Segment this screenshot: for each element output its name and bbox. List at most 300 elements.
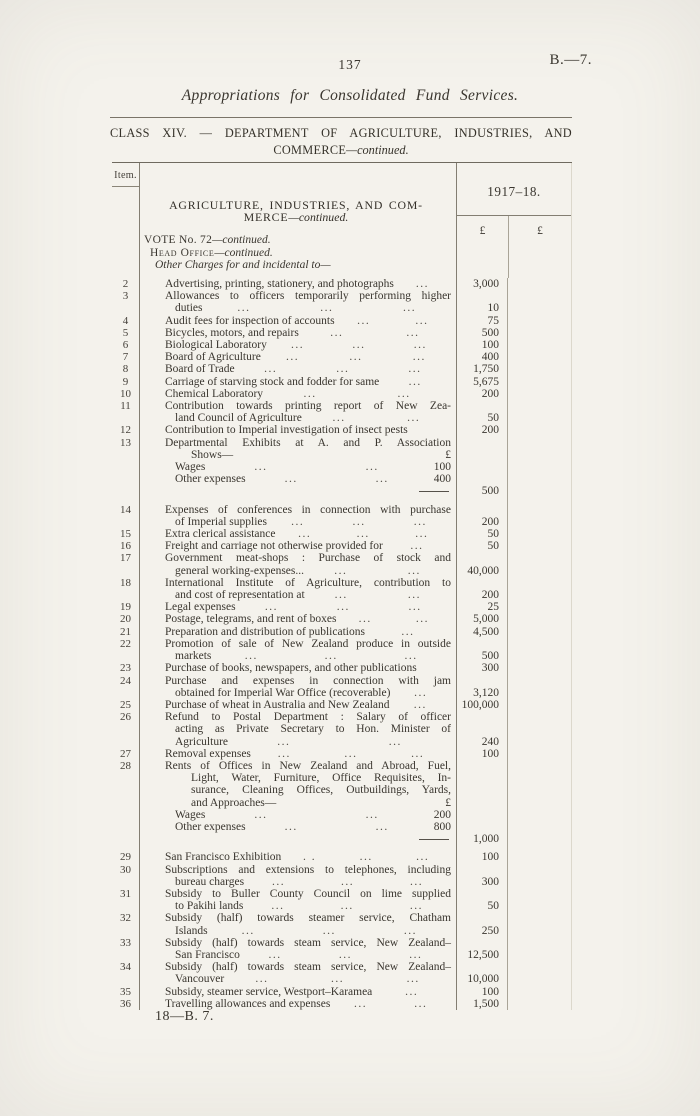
amount-cell: 200 — [457, 424, 508, 436]
head-office-label: Head Office — [150, 246, 215, 259]
leader-dots: ... — [407, 589, 421, 602]
amount-cell: 5,675 — [457, 376, 508, 388]
description-cell — [140, 797, 457, 809]
table-row — [112, 302, 572, 314]
amount-cell-secondary — [508, 302, 572, 314]
leader-dots: ... — [415, 528, 429, 541]
vote-label: VOTE No. 72 — [144, 234, 213, 247]
table-row — [112, 949, 572, 961]
horizontal-rule — [110, 117, 572, 118]
inline-amount: 200 — [433, 808, 451, 821]
description-text: San Francisco Exhibition — [165, 851, 282, 864]
item-number-cell — [112, 461, 140, 473]
leader-dots: ... — [284, 820, 298, 833]
description-cell — [140, 912, 457, 924]
amount-cell-secondary — [508, 949, 572, 961]
amount-cell: 500 — [457, 327, 508, 339]
table-row — [112, 699, 572, 711]
subtotal-rule — [419, 491, 449, 492]
amount-cell-secondary — [508, 388, 572, 400]
leader-dots: ... — [356, 528, 370, 541]
description-cell — [140, 577, 457, 589]
description-text: Audit fees for inspection of accounts — [165, 314, 335, 327]
amount-cell: 500 — [457, 650, 508, 662]
amount-cell-secondary — [508, 376, 572, 388]
item-number-cell: 31 — [112, 888, 140, 900]
leader-dots: ... — [264, 363, 278, 376]
amount-cell: 100 — [457, 851, 508, 863]
item-number-cell: 20 — [112, 613, 140, 625]
table-row — [112, 351, 572, 363]
table-row — [112, 473, 572, 485]
amount-cell: 200 — [457, 589, 508, 601]
amount-cell: 500 — [457, 485, 508, 503]
table-row — [112, 315, 572, 327]
leader-dots: ... — [268, 948, 282, 961]
amount-cell-secondary — [508, 925, 572, 937]
amount-cell-secondary — [508, 833, 572, 851]
section-heading-line2-continued: —continued. — [288, 210, 349, 225]
description-cell — [140, 961, 457, 973]
year-label: 1917–18. — [457, 163, 571, 216]
item-number-cell: 16 — [112, 540, 140, 552]
description-cell — [140, 851, 457, 863]
item-column-label: Item. — [114, 170, 137, 181]
leader-dots: ... — [320, 302, 334, 315]
item-number-cell: 24 — [112, 675, 140, 687]
description-cell — [140, 949, 457, 961]
description-text: Shows— — [191, 448, 234, 461]
description-text: Purchase of books, newspapers, and other publications — [165, 662, 417, 675]
amount-cell: 1,750 — [457, 363, 508, 375]
leader-dots: ... — [324, 650, 338, 663]
leader-dots: ... — [357, 314, 371, 327]
description-cell — [140, 528, 457, 540]
description-text: Allowances to officers temporarily performing higher — [165, 290, 451, 303]
item-number-cell — [112, 650, 140, 662]
amount-cell-secondary — [508, 339, 572, 351]
description-cell — [140, 876, 457, 888]
item-number-cell — [112, 516, 140, 528]
leader-dots: ... — [365, 808, 379, 821]
leader-dots: ... — [413, 339, 427, 352]
description-text: Light, Water, Furniture, Office Requisites, In- — [191, 772, 451, 785]
amount-cell — [457, 290, 508, 302]
page-number: 137 — [338, 57, 362, 72]
item-number-cell: 28 — [112, 760, 140, 772]
table-row — [112, 821, 572, 833]
description-text: Wages — [175, 808, 206, 821]
leader-dots: ... — [285, 351, 300, 364]
item-number-cell — [112, 723, 140, 735]
leader-dots: ... — [334, 564, 348, 577]
amount-cell — [457, 638, 508, 650]
item-number-cell: 35 — [112, 986, 140, 998]
description-cell — [140, 485, 457, 503]
amount-cell: 240 — [457, 736, 508, 748]
amount-cell — [457, 937, 508, 949]
leader-dots: ... — [334, 589, 348, 602]
amount-cell — [457, 797, 508, 809]
item-number-cell — [112, 565, 140, 577]
description-cell — [140, 723, 457, 735]
inline-amount: £ — [445, 796, 451, 809]
amount-cell: 100 — [457, 986, 508, 998]
amount-cell: 5,000 — [457, 613, 508, 625]
amount-cell-secondary — [508, 601, 572, 613]
description-text: Advertising, printing, stationery, and photographs — [165, 278, 394, 290]
description-text: Extra clerical assistance — [165, 528, 276, 541]
leader-dots: ... — [291, 339, 305, 352]
amount-cell-secondary — [508, 772, 572, 784]
amount-cell — [457, 449, 508, 461]
leader-dots: ... — [409, 900, 423, 913]
amount-cell-secondary — [508, 613, 572, 625]
amount-cell — [457, 760, 508, 772]
leader-dots: ... — [375, 820, 389, 833]
item-number-cell: 13 — [112, 437, 140, 449]
description-cell — [140, 925, 457, 937]
description-text: Freight and carriage not otherwise provided for — [165, 540, 383, 553]
description-cell — [140, 302, 457, 314]
amount-cell: 1,500 — [457, 998, 508, 1010]
table-row — [112, 900, 572, 912]
amount-cell-secondary — [508, 699, 572, 711]
description-text: International Institute of Agriculture, contribution to — [165, 576, 451, 589]
item-number-cell: 27 — [112, 748, 140, 760]
amount-cell: 25 — [457, 601, 508, 613]
table-row — [112, 784, 572, 796]
description-cell — [140, 552, 457, 564]
item-number-cell: 3 — [112, 290, 140, 302]
head-office-line — [140, 247, 452, 259]
leader-dots: ... — [303, 387, 317, 400]
item-number-cell: 30 — [112, 864, 140, 876]
leader-dots: ... — [352, 339, 366, 352]
item-number-cell — [112, 449, 140, 461]
table-row — [112, 851, 572, 863]
description-text: Government meat-shops : Purchase of stock and — [165, 552, 451, 565]
description-cell — [140, 461, 457, 473]
description-cell — [140, 412, 457, 424]
table-row — [112, 339, 572, 351]
amount-cell — [457, 437, 508, 449]
item-header-rule — [112, 186, 139, 187]
description-cell — [140, 437, 457, 449]
amount-cell-secondary — [508, 290, 572, 302]
leader-dots: ... — [338, 948, 352, 961]
table-row — [112, 540, 572, 552]
description-cell — [140, 760, 457, 772]
description-text: to Pakihi lands — [175, 900, 244, 913]
description-cell — [140, 864, 457, 876]
description-cell — [140, 376, 457, 388]
description-cell — [140, 388, 457, 400]
item-column-header — [112, 163, 140, 278]
table-row — [112, 833, 572, 851]
item-number-cell — [112, 473, 140, 485]
leader-dots: ... — [403, 924, 417, 937]
table-row — [112, 363, 572, 375]
table-row — [112, 577, 572, 589]
leader-dots: ... — [277, 735, 291, 748]
description-text: Rents of Offices in New Zealand and Abroad, Fuel, — [165, 759, 451, 772]
description-text: Bicycles, motors, and repairs — [165, 326, 299, 339]
class-heading-line1: CLASS XIV. — DEPARTMENT OF AGRICULTURE, INDUSTRIES, AND — [110, 126, 572, 140]
leader-dots: ... — [408, 363, 422, 376]
table-row — [112, 723, 572, 735]
amount-cell — [457, 809, 508, 821]
amount-cell-secondary — [508, 864, 572, 876]
item-number-cell: 17 — [112, 552, 140, 564]
description-text: Departmental Exhibits at A. and P. Association — [165, 436, 451, 449]
description-text: Agriculture — [175, 735, 229, 748]
leader-dots: ... — [408, 375, 422, 388]
description-text: Legal expenses — [165, 601, 236, 614]
item-number-cell — [112, 589, 140, 601]
description-cell — [140, 339, 457, 351]
amount-cell-secondary — [508, 363, 572, 375]
item-number-cell — [112, 925, 140, 937]
description-text: Wages — [175, 461, 206, 474]
amount-cell: 200 — [457, 388, 508, 400]
description-text: Removal expenses — [165, 747, 251, 760]
amount-cell-secondary — [508, 351, 572, 363]
item-number-cell: 11 — [112, 400, 140, 412]
item-number-cell — [112, 973, 140, 985]
description-text: Other expenses — [175, 473, 246, 486]
appropriations-table — [112, 162, 572, 1010]
leader-dots: ... — [331, 973, 345, 986]
table-row — [112, 528, 572, 540]
amount-cell: 400 — [457, 351, 508, 363]
amount-cell-secondary — [508, 986, 572, 998]
leader-dots: ... — [254, 461, 268, 474]
leader-dots: ... — [405, 985, 419, 998]
table-row — [112, 711, 572, 723]
leader-dots: ... — [291, 515, 305, 528]
amount-cell — [457, 912, 508, 924]
leader-dots: ... — [330, 326, 344, 339]
leader-dots: ... — [241, 924, 255, 937]
amount-cell-secondary — [508, 821, 572, 833]
amount-cell — [457, 675, 508, 687]
amount-cell-secondary — [508, 437, 572, 449]
leader-dots: ... — [415, 278, 430, 290]
description-cell — [140, 565, 457, 577]
amount-cell-secondary — [508, 626, 572, 638]
amount-cell-secondary — [508, 473, 572, 485]
item-number-cell: 12 — [112, 424, 140, 436]
description-text: Expenses of conferences in connection with purchase — [165, 503, 451, 516]
head-office-continued: —continued. — [214, 246, 273, 259]
amount-cell: 1,000 — [457, 833, 508, 851]
description-text: Chemical Laboratory — [165, 387, 264, 400]
description-text: land Council of Agriculture — [175, 412, 302, 425]
description-cell — [140, 833, 457, 851]
leader-dots: ... — [340, 900, 354, 913]
table-row — [112, 925, 572, 937]
amount-cell — [457, 772, 508, 784]
leader-dots: ... — [277, 747, 291, 760]
table-row — [112, 589, 572, 601]
leader-dots: ... — [407, 564, 421, 577]
amount-cell — [457, 961, 508, 973]
amount-cell: 300 — [457, 662, 508, 674]
leader-dots: ... — [352, 515, 366, 528]
leader-dots: ... — [271, 900, 285, 913]
item-number-cell: 15 — [112, 528, 140, 540]
amount-cell-secondary — [508, 662, 572, 674]
leader-dots: ... — [410, 540, 424, 553]
item-number-cell — [112, 797, 140, 809]
item-number-cell: 34 — [112, 961, 140, 973]
description-text: general working-expenses... — [175, 564, 305, 577]
amount-cell: 100 — [457, 339, 508, 351]
amount-cell: 50 — [457, 540, 508, 552]
item-number-cell: 10 — [112, 388, 140, 400]
item-number-cell: 14 — [112, 504, 140, 516]
leader-dots: ... — [414, 997, 428, 1010]
table-row — [112, 876, 572, 888]
leader-dots: ... — [336, 601, 350, 614]
document-reference: B.—7. — [549, 52, 592, 68]
description-text: Subscriptions and extensions to telephones, including — [165, 863, 451, 876]
item-number-cell — [112, 809, 140, 821]
table-row — [112, 626, 572, 638]
leader-dots: ... — [403, 302, 417, 315]
currency-symbol-left: £ — [479, 225, 486, 237]
leader-dots: ... — [413, 698, 427, 711]
running-title: Appropriations for Consolidated Fund Services. — [181, 87, 519, 104]
description-text: bureau charges — [175, 875, 245, 888]
description-cell — [140, 638, 457, 650]
leader-dots: ... — [359, 851, 373, 864]
description-text: Board of Trade — [165, 363, 235, 376]
description-text: Subsidy (half) towards steamer service, Chatham — [165, 912, 451, 925]
description-cell — [140, 516, 457, 528]
description-cell — [140, 290, 457, 302]
table-row — [112, 388, 572, 400]
table-row — [112, 424, 572, 436]
leader-dots: ... — [404, 650, 418, 663]
amount-cell-secondary — [508, 797, 572, 809]
item-number-cell — [112, 876, 140, 888]
table-row — [112, 638, 572, 650]
amount-cell-secondary — [508, 540, 572, 552]
description-cell — [140, 973, 457, 985]
description-cell — [140, 315, 457, 327]
description-text: Purchase of wheat in Australia and New Zealand — [165, 698, 390, 711]
vote-line — [140, 234, 452, 246]
description-text: surance, Cleaning Offices, Outbuildings, Yards, — [191, 784, 451, 797]
description-cell — [140, 400, 457, 412]
amount-cell-secondary — [508, 851, 572, 863]
amount-cell-secondary — [508, 504, 572, 516]
amount-cell: 40,000 — [457, 565, 508, 577]
leader-dots: ... — [406, 326, 420, 339]
description-cell — [140, 601, 457, 613]
description-cell — [140, 626, 457, 638]
table-row — [112, 412, 572, 424]
description-cell — [140, 784, 457, 796]
amount-cell: 200 — [457, 516, 508, 528]
amount-cell-secondary — [508, 577, 572, 589]
amount-cell-secondary — [508, 876, 572, 888]
description-text: Travelling allowances and expenses — [165, 997, 331, 1010]
inline-amount: 100 — [433, 461, 451, 474]
description-cell — [140, 589, 457, 601]
description-text: of Imperial supplies — [175, 515, 267, 528]
amount-cell-secondary — [508, 937, 572, 949]
amount-cell-secondary — [508, 485, 572, 503]
amount-cell — [457, 400, 508, 412]
leader-dots: ... — [237, 302, 251, 315]
amount-cell-secondary — [508, 315, 572, 327]
amount-cell: 50 — [457, 528, 508, 540]
item-number-cell — [112, 833, 140, 851]
description-text: Postage, telegrams, and rent of boxes — [165, 613, 337, 626]
description-cell — [140, 809, 457, 821]
amount-cell: 75 — [457, 315, 508, 327]
amount-cell-secondary — [508, 900, 572, 912]
description-text: and cost of representation at — [175, 589, 305, 602]
other-charges-subheading: Other Charges for and incidental to— — [155, 258, 331, 271]
description-cell — [140, 540, 457, 552]
description-text: markets — [175, 650, 212, 663]
description-text: Subsidy to Buller County Council on lime supplied — [165, 887, 451, 900]
leader-dots: ... — [365, 461, 379, 474]
amount-cell-secondary — [508, 809, 572, 821]
item-number-cell: 29 — [112, 851, 140, 863]
leader-dots: ... — [413, 515, 427, 528]
amount-cell: 4,500 — [457, 626, 508, 638]
year-column-header — [457, 163, 572, 278]
amount-cell-secondary — [508, 736, 572, 748]
amount-cell-secondary — [508, 912, 572, 924]
item-number-cell — [112, 485, 140, 503]
amount-cell: 3,000 — [457, 278, 508, 290]
vote-continued: —continued. — [212, 234, 271, 247]
amount-cell: 50 — [457, 412, 508, 424]
class-heading-line2-continued: —continued. — [346, 143, 409, 157]
description-cell — [140, 613, 457, 625]
amount-cell-secondary — [508, 516, 572, 528]
leader-dots: ... — [284, 473, 298, 486]
item-number-cell — [112, 821, 140, 833]
table-header-row — [112, 163, 572, 278]
section-heading-line2-main: MERCE — [243, 210, 289, 225]
leader-dots: ... — [409, 948, 423, 961]
amount-cell: 10,000 — [457, 973, 508, 985]
description-text: Biological Laboratory — [165, 339, 267, 352]
amount-cell — [457, 864, 508, 876]
amount-cell-secondary — [508, 278, 572, 290]
amount-cell — [457, 888, 508, 900]
table-row — [112, 961, 572, 973]
item-number-cell: 7 — [112, 351, 140, 363]
leader-dots: ... — [244, 650, 258, 663]
item-number-cell: 4 — [112, 315, 140, 327]
leader-dots: ... — [412, 351, 426, 364]
description-text: Board of Agriculture — [165, 351, 261, 364]
description-cell — [140, 675, 457, 687]
table-row — [112, 772, 572, 784]
amount-cell: 12,500 — [457, 949, 508, 961]
description-cell — [140, 351, 457, 363]
description-text: obtained for Imperial War Office (recoverable) — [175, 686, 391, 699]
amount-cell-secondary — [508, 687, 572, 699]
